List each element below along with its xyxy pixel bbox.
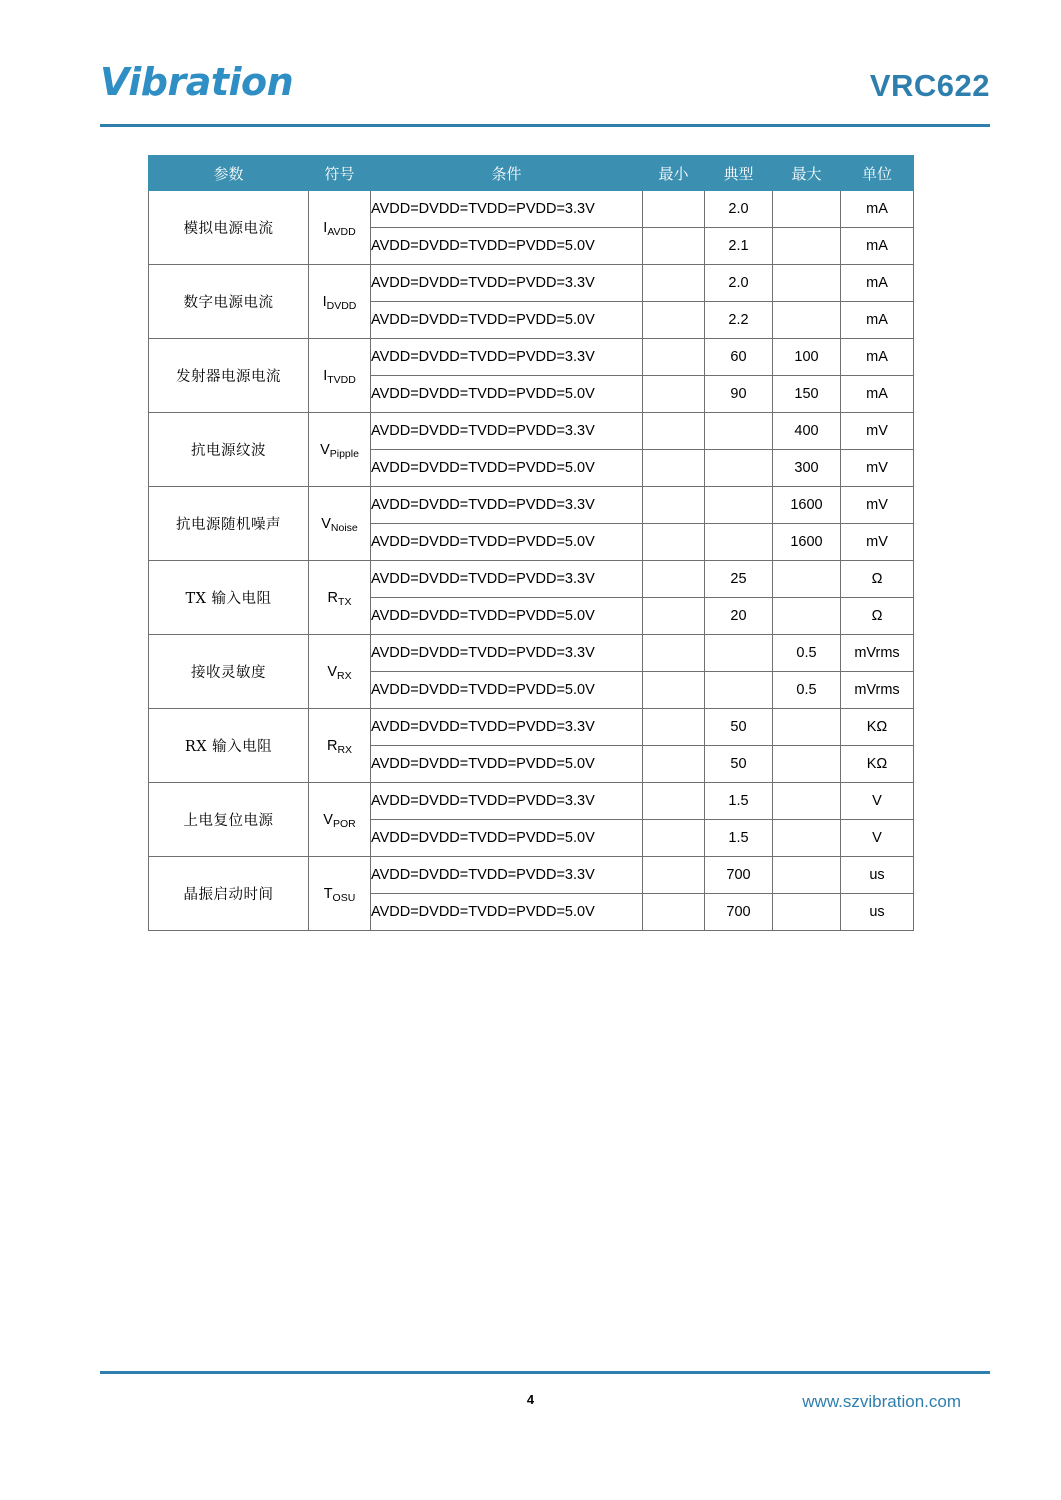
- cell-condition: AVDD=DVDD=TVDD=PVDD=3.3V: [371, 709, 643, 746]
- cell-min: [643, 783, 705, 820]
- cell-typical: 50: [705, 746, 773, 783]
- cell-typical: 60: [705, 339, 773, 376]
- cell-condition: AVDD=DVDD=TVDD=PVDD=3.3V: [371, 265, 643, 302]
- product-code: VRC622: [869, 68, 990, 103]
- cell-condition: AVDD=DVDD=TVDD=PVDD=3.3V: [371, 191, 643, 228]
- column-header-typical: 典型: [705, 156, 773, 191]
- table-row: [149, 783, 914, 820]
- table-row: [149, 339, 914, 376]
- cell-max: [773, 894, 841, 931]
- cell-parameter: 数字电源电流: [149, 265, 309, 339]
- cell-condition: AVDD=DVDD=TVDD=PVDD=3.3V: [371, 635, 643, 672]
- symbol-subscript: Pipple: [329, 447, 359, 460]
- column-header-parameter: 参数: [149, 156, 309, 191]
- table-row: [149, 191, 914, 228]
- cell-max: 300: [773, 450, 841, 487]
- cell-min: [643, 820, 705, 857]
- cell-min: [643, 339, 705, 376]
- cell-min: [643, 487, 705, 524]
- cell-min: [643, 561, 705, 598]
- cell-condition: AVDD=DVDD=TVDD=PVDD=5.0V: [371, 376, 643, 413]
- cell-max: [773, 228, 841, 265]
- cell-condition: AVDD=DVDD=TVDD=PVDD=3.3V: [371, 783, 643, 820]
- page-number: 4: [526, 1392, 535, 1407]
- cell-unit: mA: [841, 302, 914, 339]
- symbol-subscript: RX: [337, 669, 352, 682]
- table-row: [149, 709, 914, 746]
- cell-unit: mVrms: [841, 672, 914, 709]
- table-row: [149, 561, 914, 598]
- symbol-base: V: [320, 441, 330, 458]
- cell-typical: 2.1: [705, 228, 773, 265]
- cell-typical: 1.5: [705, 820, 773, 857]
- table-header-row: [149, 156, 914, 191]
- cell-max: [773, 857, 841, 894]
- cell-symbol: [309, 857, 371, 931]
- company-logo: Vibration: [100, 60, 294, 104]
- cell-condition: AVDD=DVDD=TVDD=PVDD=5.0V: [371, 820, 643, 857]
- cell-parameter: 模拟电源电流: [149, 191, 309, 265]
- cell-min: [643, 228, 705, 265]
- cell-typical: 700: [705, 894, 773, 931]
- cell-unit: mV: [841, 450, 914, 487]
- symbol-subscript: Noise: [330, 521, 358, 534]
- cell-condition: AVDD=DVDD=TVDD=PVDD=5.0V: [371, 228, 643, 265]
- cell-max: 150: [773, 376, 841, 413]
- cell-unit: mV: [841, 413, 914, 450]
- cell-typical: 2.0: [705, 265, 773, 302]
- cell-max: 100: [773, 339, 841, 376]
- symbol-base: I: [322, 293, 327, 310]
- cell-min: [643, 672, 705, 709]
- cell-typical: 2.2: [705, 302, 773, 339]
- cell-min: [643, 635, 705, 672]
- cell-typical: 700: [705, 857, 773, 894]
- cell-min: [643, 450, 705, 487]
- cell-max: 1600: [773, 524, 841, 561]
- cell-unit: mA: [841, 191, 914, 228]
- cell-typical: [705, 672, 773, 709]
- cell-unit: mA: [841, 228, 914, 265]
- cell-condition: AVDD=DVDD=TVDD=PVDD=5.0V: [371, 598, 643, 635]
- cell-parameter: 上电复位电源: [149, 783, 309, 857]
- cell-max: [773, 561, 841, 598]
- cell-unit: mV: [841, 487, 914, 524]
- cell-symbol: [309, 635, 371, 709]
- cell-min: [643, 265, 705, 302]
- cell-min: [643, 524, 705, 561]
- cell-min: [643, 746, 705, 783]
- cell-min: [643, 894, 705, 931]
- table-row: [149, 265, 914, 302]
- cell-unit: mVrms: [841, 635, 914, 672]
- column-header-unit: 单位: [841, 156, 914, 191]
- cell-typical: [705, 487, 773, 524]
- cell-unit: V: [841, 783, 914, 820]
- symbol-base: R: [326, 737, 338, 754]
- cell-unit: V: [841, 820, 914, 857]
- cell-condition: AVDD=DVDD=TVDD=PVDD=5.0V: [371, 524, 643, 561]
- symbol-base: V: [323, 811, 333, 828]
- cell-typical: 2.0: [705, 191, 773, 228]
- cell-symbol: [309, 783, 371, 857]
- cell-condition: AVDD=DVDD=TVDD=PVDD=5.0V: [371, 302, 643, 339]
- cell-parameter: RX 输入电阻: [149, 709, 309, 783]
- cell-min: [643, 857, 705, 894]
- footer-website-url: www.szvibration.com: [802, 1392, 961, 1411]
- cell-max: [773, 820, 841, 857]
- cell-max: 0.5: [773, 672, 841, 709]
- cell-max: [773, 598, 841, 635]
- cell-parameter: 发射器电源电流: [149, 339, 309, 413]
- cell-typical: 20: [705, 598, 773, 635]
- cell-symbol: [309, 191, 371, 265]
- symbol-subscript: TVDD: [327, 373, 356, 386]
- cell-max: 0.5: [773, 635, 841, 672]
- symbol-base: I: [323, 219, 328, 236]
- cell-unit: mA: [841, 339, 914, 376]
- cell-min: [643, 413, 705, 450]
- cell-typical: 25: [705, 561, 773, 598]
- cell-symbol: [309, 561, 371, 635]
- column-header-symbol: 符号: [309, 156, 371, 191]
- symbol-subscript: POR: [332, 817, 356, 830]
- cell-min: [643, 598, 705, 635]
- cell-unit: mA: [841, 376, 914, 413]
- cell-min: [643, 709, 705, 746]
- cell-max: [773, 709, 841, 746]
- cell-typical: 1.5: [705, 783, 773, 820]
- cell-typical: 90: [705, 376, 773, 413]
- cell-typical: [705, 413, 773, 450]
- cell-condition: AVDD=DVDD=TVDD=PVDD=5.0V: [371, 746, 643, 783]
- footer-divider: [100, 1371, 990, 1374]
- cell-parameter: 抗电源随机噪声: [149, 487, 309, 561]
- cell-unit: mA: [841, 265, 914, 302]
- cell-unit: mV: [841, 524, 914, 561]
- table-body: [149, 191, 914, 931]
- page-header: [100, 60, 990, 130]
- electrical-spec-table: [148, 155, 914, 931]
- cell-max: [773, 783, 841, 820]
- cell-min: [643, 191, 705, 228]
- cell-unit: us: [841, 894, 914, 931]
- cell-parameter: 抗电源纹波: [149, 413, 309, 487]
- cell-typical: [705, 524, 773, 561]
- cell-symbol: [309, 339, 371, 413]
- cell-typical: 50: [705, 709, 773, 746]
- cell-typical: [705, 635, 773, 672]
- cell-symbol: [309, 487, 371, 561]
- cell-unit: KΩ: [841, 709, 914, 746]
- cell-min: [643, 302, 705, 339]
- cell-symbol: [309, 709, 371, 783]
- table-row: [149, 487, 914, 524]
- cell-unit: Ω: [841, 598, 914, 635]
- cell-condition: AVDD=DVDD=TVDD=PVDD=5.0V: [371, 894, 643, 931]
- cell-condition: AVDD=DVDD=TVDD=PVDD=5.0V: [371, 450, 643, 487]
- cell-symbol: [309, 413, 371, 487]
- column-header-max: 最大: [773, 156, 841, 191]
- column-header-condition: 条件: [371, 156, 643, 191]
- cell-condition: AVDD=DVDD=TVDD=PVDD=3.3V: [371, 339, 643, 376]
- cell-symbol: [309, 265, 371, 339]
- symbol-subscript: RX: [337, 743, 353, 756]
- cell-max: 1600: [773, 487, 841, 524]
- table-row: [149, 413, 914, 450]
- table-row: [149, 857, 914, 894]
- cell-max: [773, 265, 841, 302]
- cell-typical: [705, 450, 773, 487]
- spec-table-container: [148, 155, 913, 931]
- cell-parameter: 晶振启动时间: [149, 857, 309, 931]
- cell-max: [773, 746, 841, 783]
- symbol-subscript: TX: [338, 595, 352, 608]
- symbol-base: T: [323, 885, 333, 902]
- table-row: [149, 635, 914, 672]
- symbol-base: V: [327, 663, 338, 680]
- symbol-subscript: AVDD: [327, 225, 356, 238]
- column-header-min: 最小: [643, 156, 705, 191]
- cell-condition: AVDD=DVDD=TVDD=PVDD=5.0V: [371, 672, 643, 709]
- symbol-subscript: DVDD: [326, 299, 357, 312]
- cell-parameter: 接收灵敏度: [149, 635, 309, 709]
- cell-condition: AVDD=DVDD=TVDD=PVDD=3.3V: [371, 561, 643, 598]
- cell-parameter: TX 输入电阻: [149, 561, 309, 635]
- header-divider: [100, 124, 990, 127]
- cell-min: [643, 376, 705, 413]
- cell-unit: KΩ: [841, 746, 914, 783]
- cell-condition: AVDD=DVDD=TVDD=PVDD=3.3V: [371, 487, 643, 524]
- symbol-subscript: OSU: [332, 891, 356, 904]
- symbol-base: R: [327, 589, 339, 606]
- cell-max: [773, 191, 841, 228]
- symbol-base: V: [321, 515, 331, 532]
- symbol-base: I: [323, 367, 328, 384]
- cell-unit: us: [841, 857, 914, 894]
- cell-max: 400: [773, 413, 841, 450]
- cell-unit: Ω: [841, 561, 914, 598]
- cell-condition: AVDD=DVDD=TVDD=PVDD=3.3V: [371, 413, 643, 450]
- cell-condition: AVDD=DVDD=TVDD=PVDD=3.3V: [371, 857, 643, 894]
- cell-max: [773, 302, 841, 339]
